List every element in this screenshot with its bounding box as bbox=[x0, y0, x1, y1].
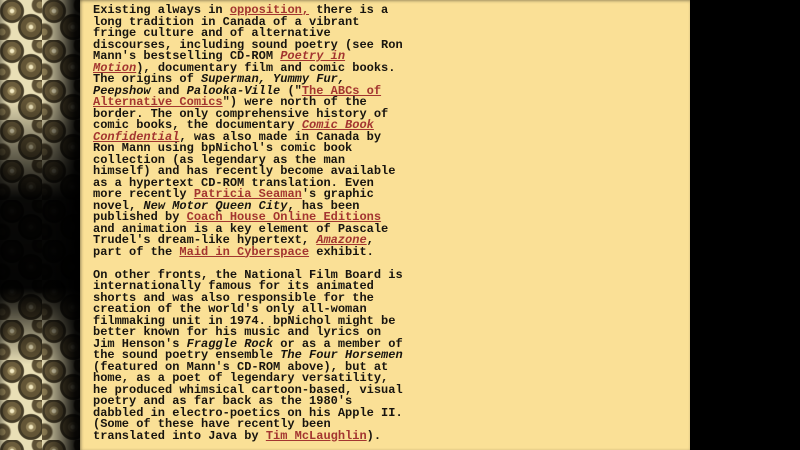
italic-text: New Motor Queen City bbox=[143, 198, 288, 213]
text-link[interactable]: Comic Book Confidential bbox=[93, 118, 374, 144]
text-link[interactable]: The ABCs of Alternative Comics bbox=[93, 83, 382, 109]
right-black-area bbox=[690, 0, 800, 450]
text-link[interactable]: Poetry in Motion bbox=[93, 49, 346, 75]
body-text: ), documentary film and comic books. The origins of bbox=[93, 60, 396, 86]
body-text: ). bbox=[366, 428, 382, 443]
body-text: , part of the bbox=[93, 233, 374, 259]
text-link[interactable]: Maid in Cyberspace bbox=[179, 244, 310, 259]
paragraph-1 bbox=[93, 5, 405, 258]
italic-text: Fraggle Rock bbox=[186, 336, 274, 351]
text-link[interactable]: Tim McLaughlin bbox=[265, 428, 367, 443]
text-link[interactable]: Patricia Seaman bbox=[193, 187, 302, 201]
body-text: On other fronts, the National Film Board is internationally famous for its animated shorts and was also responsible for the creation of the world's only all-woman filmmaking unit in 1974. bpNichol might be better known for his music and lyrics on Jim Henson's bbox=[93, 267, 403, 351]
sidebar-texture-image bbox=[0, 0, 80, 450]
text-link[interactable]: opposition, bbox=[229, 3, 310, 17]
content-area bbox=[80, 0, 690, 450]
text-link[interactable]: Coach House Online Editions bbox=[186, 210, 382, 224]
italic-text: Palooka-Ville bbox=[186, 83, 281, 98]
body-text: and animation is a key element of Pascale Trudel's dream-like hypertext, bbox=[93, 221, 389, 247]
paragraph-2 bbox=[93, 267, 405, 443]
body-text: (" bbox=[280, 83, 302, 98]
body-text: and bbox=[150, 83, 187, 98]
body-text: 's graphic novel, bbox=[93, 187, 374, 213]
body-text: ") were north of the border. The only comprehensive history of comic books, the documentary bbox=[93, 95, 389, 132]
body-text: exhibit. bbox=[309, 244, 374, 259]
body-text: , has been published by bbox=[93, 198, 360, 224]
body-text: , was also made in Canada by Ron Mann using bpNichol's comic book collection (as legendary as the man himself) and has recently become available as a hypertext CD-ROM translation. Even more recently bbox=[93, 129, 396, 201]
text-link[interactable]: Amazone bbox=[316, 233, 367, 247]
body-text: (featured on Mann's CD-ROM above), but at home, as a poet of legendary versatility, he produced whimsical cartoon-based, visual poetry and as far back as the 1980's dabbled in electro-poetics on his Apple II. (Some of these have recently been translated into Java by bbox=[93, 359, 403, 443]
body-text: Existing always in bbox=[93, 3, 230, 17]
body-text: there is a long tradition in Canada of a vibrant fringe culture and of alternative discourses, including sound poetry (see Ron Mann's bestselling CD-ROM bbox=[93, 3, 403, 63]
body-text: or as a member of the sound poetry ensemble bbox=[93, 336, 403, 362]
article-text bbox=[93, 5, 690, 442]
italic-text: The Four Horsemen bbox=[280, 348, 403, 362]
italic-text: Superman, Yummy Fur, Peepshow bbox=[93, 72, 346, 98]
